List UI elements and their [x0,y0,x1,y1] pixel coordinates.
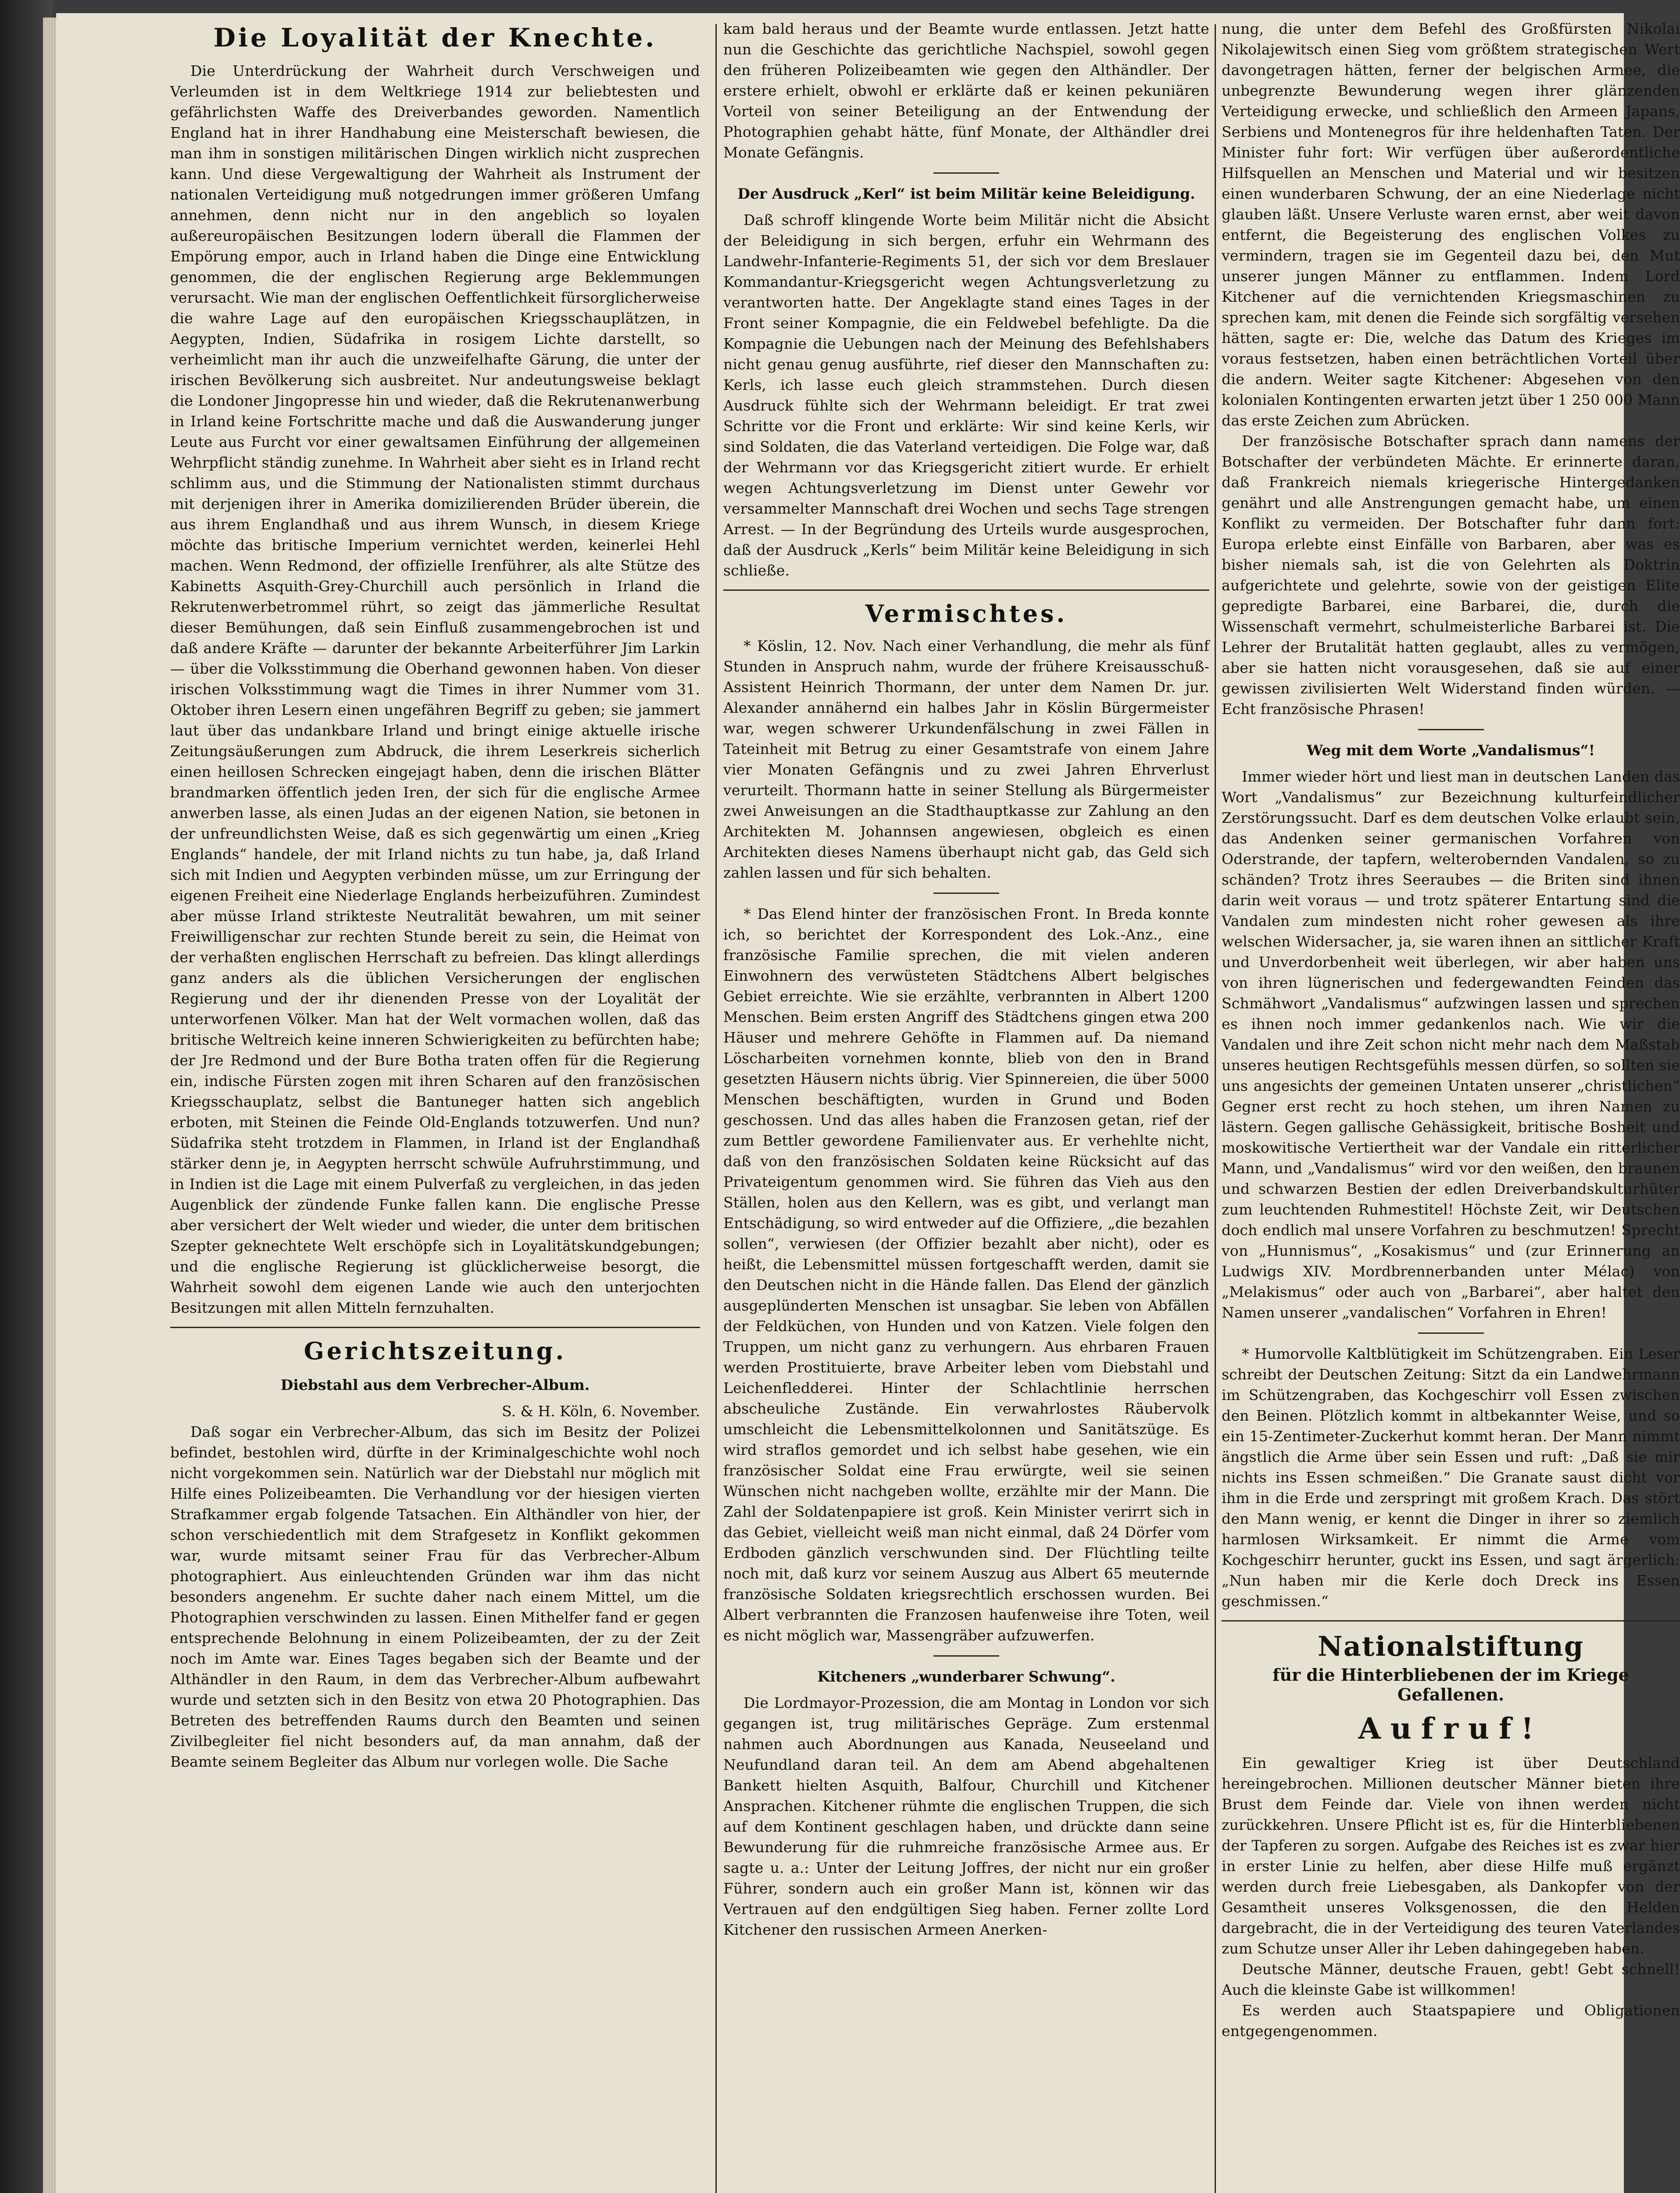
aufruf-body: Ein gewaltiger Krieg ist über Deutschland hereingebrochen. Millionen deutscher Männer bieten ihre Brust dem Feinde dar. Viele von ihnen werden nicht zurückkehren. Unsere Pflicht ist es, für die Hinterbliebenen der Tapferen zu sorgen. Aufgabe des Reiches ist es zwar hier in erster Linie zu helfen, aber diese Hilfe muß ergänzt werden durch freie Liebesgaben, als Dankopfer von der Gesamtheit unseres Volksgenossen, die den Helden dargebracht, die in der Verteidigung des teuren Vaterlandes zum Schutze unser Aller ihr Leben dahingegeben haben. [1222,1754,1680,1957]
divider [170,1327,700,1328]
short-divider [933,893,999,894]
article-kaltbluetigkeit: * Humorvolle Kaltblütigkeit im Schützengraben. Ein Leser schreibt der Deutschen Zeitung: Sitzt da ein Landwehrmann im Schützengraben, das Kochgeschirr voll Essen zwischen den Beinen. Plötzlich kommt in altbekannter Weise, und so ein 15-Zentimeter-Zuckerhut kommt heran. Der Mann nimmt ängstlich die Arme über sein Essen und ruft: „Daß sie mir nichts ins Essen schmeißen.“ Die Granate saust dicht vor ihm in die Erde und zerspringt mit großem Krach. Das stört den Mann wenig, er kennt die Dinger in ihrer so ziemlich harmlosen Wirksamkeit. Er nimmt die Arme vom Kochgeschirr herunter, guckt ins Essen, und sagt ärgerlich: „Nun haben mir die Kerle doch Dreck ins Essen geschmissen.“ [1222,1345,1680,1610]
subheadline-kitchener: Kitcheners „wunderbarer Schwung“. [817,1668,1115,1685]
column-rule-1 [715,24,717,2193]
headline-loyalitaet: Die Loyalität der Knechte. [213,23,657,53]
column-3 [1222,18,1680,2193]
column-1 [170,18,700,2193]
article-kitchener-body: Die Lordmayor-Prozession, die am Montag in London vor sich gegangen ist, trug militärisches Gepräge. Zum erstenmal nahmen auch Abordnungen aus Kanada, Neuseeland und Neufundland daran teil. An dem am Abend abgehaltenen Bankett hielten Asquith, Balfour, Churchill und Kitchener Ansprachen. Kitchener rühmte die englischen Truppen, die sich auf dem Kontinent geschlagen haben, und drückte dann seine Bewunderung für die ruhmreiche französische Armee aus. Er sagte u. a.: Unter der Leitung Joffres, der nicht nur ein großer Führer, sondern auch ein großer Mann ist, können wir das Vertrauen auf den endgültigen Sieg haben. Ferner zollte Lord Kitchener den russischen Armeen Anerken- [723,1694,1209,1938]
nationalstiftung-title: Nationalstiftung [1317,1630,1584,1662]
article-diebstahl-continued: kam bald heraus und der Beamte wurde entlassen. Jetzt hatte nun die Geschichte das gerichtliche Nachspiel, sowohl gegen den früheren Polizeibeamten wie gegen den Althändler. Der erstere erhielt, obwohl er erklärte daß er keinen pekuniären Vorteil von seiner Beteiligung an der Entwendung der Photographien gehabt hätte, fünf Monate, der Althändler drei Monate Gefängnis. [723,20,1209,161]
divider [1222,1620,1680,1622]
column-rule-2 [1215,24,1216,2193]
section-gerichtszeitung: Gerichtszeitung. [304,1337,567,1365]
short-divider [1418,729,1484,730]
newspaper-page [56,13,1680,2193]
subheadline-vandalismus: Weg mit dem Worte „Vandalismus“! [1306,742,1595,759]
article-diebstahl-body: Daß sogar ein Verbrecher-Album, das sich im Besitz der Polizei befindet, bestohlen wird, dürfte in der Kriminalgeschichte wohl noch nicht vorgekommen sein. Natürlich war der Diebstahl nur möglich mit Hilfe eines Polizeibeamten. Die Verhandlung vor der hiesigen vierten Strafkammer ergab folgende Tatsachen. Ein Althändler von hier, der schon verschiedentlich mit dem Strafgesetz in Konflikt gekommen war, wurde mitsamt seiner Frau für das Verbrecher-Album photographiert. Aus einleuchtenden Gründen war ihm das nicht besonders angenehm. Er suchte daher nach einem Mittel, um die Photographien verschwinden zu lassen. Einen Mithelfer fand er gegen entsprechende Belohnung in einem Polizeibeamten, der zu der Zeit noch im Amte war. Eines Tages begaben sich der Beamte und der Althändler in den Raum, in dem das Verbrecher-Album aufbewahrt wurde und setzten sich in den Besitz von etwa 20 Photographien. Das Betreten des betreffenden Raums durch den Beamten und seinen Zivilbegleiter fiel nicht besonders auf, da man annahm, daß der Beamte seinem Begleiter das Album nur vorlegen wolle. Die Sache [170,1423,700,1770]
article-koeslin: * Köslin, 12. Nov. Nach einer Verhandlung, die mehr als fünf Stunden in Anspruch nahm, wurde der frühere Kreisausschuß-Assistent Heinrich Thormann, der unter dem Namen Dr. jur. Alexander annähernd ein halbes Jahr in Köslin Bürgermeister war, wegen schwerer Urkundenfälschung in zwei Fällen in Tateinheit mit Betrug zu einer Gesamtstrafe von einem Jahre vier Monaten Gefängnis und zu zwei Jahren Ehrverlust verurteilt. Thormann hatte in seiner Stellung als Bürgermeister zwei Anweisungen an die Stadthauptkasse zur Zahlung an den Architekten M. Johannsen angewiesen, obgleich es einen Architekten dieses Namens überhaupt nicht gab, das Geld sich zahlen lassen und für sich behalten. [723,637,1209,881]
subheadline-diebstahl: Diebstahl aus dem Verbrecher-Album. [280,1376,590,1393]
short-divider [1418,1332,1484,1334]
subheadline-kerl: Der Ausdruck „Kerl“ ist beim Militär keine Beleidigung. [737,185,1195,202]
article-kerl-body: Daß schroff klingende Worte beim Militär nicht die Absicht der Beleidigung in sich bergen, erfuhr ein Wehrmann des Landwehr-Infanterie-Regiments 51, der sich vor dem Breslauer Kommandantur-Kriegsgericht wegen Achtungsverletzung zu verantworten hatte. Der Angeklagte stand eines Tages in der Front seiner Kompagnie, die ein Feldwebel befehligte. Da die Kompagnie die Uebungen nach der Meinung des Befehlshabers nicht genau genug ausführte, rief dieser den Mannschaften zu: Kerls, ich lasse euch gleich strammstehen. Durch diesen Ausdruck fühlte sich der Wehrmann beleidigt. Er trat zwei Schritte vor die Front und erklärte: Wir sind keine Kerls, wir sind Soldaten, die das Vaterland verteidigen. Die Folge war, daß der Wehrmann vor das Kriegsgericht zitiert wurde. Er erhielt wegen Achtungsverletzung im Dienst unter Gewehr vor versammelter Mannschaft drei Wochen und sechs Tage strengen Arrest. — In der Begründung des Urteils wurde ausgesprochen, daß der Ausdruck „Kerls“ beim Militär keine Beleidigung in sich schließe. [723,211,1209,579]
article-botschafter: Der französische Botschafter sprach dann namens der Botschafter der verbündeten Mächte. Er erinnerte daran, daß Frankreich niemals kriegerische Hintergedanken genährt und alle Anstrengungen gemacht habe, um einen Konflikt zu vermeiden. Der Botschafter fuhr dann fort: Europa erlebte einst Einfälle von Barbaren, aber was es bisher niemals sah, ist die von Gelehrten als Doktrin aufgerichtete und gelehrte, sowie von der geistigen Elite gepredigte Barbarei, eine Barbarei, die, durch die Wissenschaft vermehrt, schulmeisterliche Barbarei ist. Die Lehrer der Brutalität hatten geglaubt, alles zu vermögen, aber sie hatten nicht vorausgesehen, daß sie auf einer gewissen zivilisierten Welt Widerstand finden würden. — Echt französische Phrasen! [1222,432,1680,718]
aufruf-heading: Aufruf! [1358,1711,1544,1746]
short-divider [933,172,999,174]
dateline-koeln: S. & H. Köln, 6. November. [502,1403,700,1420]
divider [723,589,1209,591]
short-divider [933,1655,999,1657]
nationalstiftung-subtitle: für die Hinterbliebenen der im Kriege Gefallenen. [1273,1665,1629,1704]
article-elend-front: * Das Elend hinter der französischen Front. In Breda konnte ich, so berichtet der Korrespondent des Lok.-Anz., eine französische Familie sprechen, die mit vielen anderen Einwohnern des verwüsteten Städtchens Albert belgisches Gebiet erreichte. Wie sie erzählte, verbrannten in Albert 1200 Menschen. Beim ersten Angriff des Städtchens gingen etwa 200 Häuser und mehrere Gehöfte in Flammen auf. Da niemand Löscharbeiten vornehmen konnte, blieb von den in Brand gesetzten Häusern nichts übrig. Vier Spinnereien, die über 5000 Menschen beschäftigten, wurden in Grund und Boden geschossen. Und das alles haben die Franzosen getan, rief der zum Bettler gewordene Familienvater aus. Er verhehlte nicht, daß von den französischen Soldaten keine Rücksicht auf das Privateigentum genommen wird. Sie führen das Vieh aus den Ställen, holen aus den Kellern, was es gibt, und verlangt man Entschädigung, so wird entweder auf die Offiziere, „die bezahlen sollen“, verwiesen (der Offizier bezahlt aber nicht), oder es heißt, die Lebensmittel müssen fortgeschafft werden, damit sie den Deutschen nicht in die Hände fallen. Das Elend der gänzlich ausgeplünderten Menschen ist unsagbar. Sie leben von Abfällen der Feldküchen, von Hunden und von Katzen. Viele folgen den Truppen, um nicht ganz zu verhungern. Aus ehrbaren Frauen werden Prostituierte, brave Arbeiter leben vom Diebstahl und Leichenfledderei. Hinter der Schlachtlinie herrschen abscheuliche Zustände. Ein verwahrlostes Räubervolk umschleicht die Lebensmittelkolonnen und Sanitätszüge. Es wird straflos gemordet und ich selbst habe gesehen, wie ein französischer Soldat eine Frau erwürgte, weil sie seinen Wünschen nicht nachgeben wollte, erzählte mir der Mann. Die Zahl der Soldatenpapiere ist groß. Kein Minister verirrt sich in das Gebiet, vielleicht weiß man nicht einmal, daß 24 Dörfer vom Erdboden gänzlich verschwunden sind. Der Flüchtling teilte noch mit, daß kurz vor seinem Auszug aus Albert 65 meuternde französische Soldaten kriegsrechtlich erschossen wurden. Bei Albert verbrannten die Franzosen haufenweise ihre Toten, weil es nicht möglich war, Massengräber aufzuwerfen. [723,905,1209,1644]
section-vermischtes: Vermischtes. [865,600,1068,628]
article-kitchener-continued: nung, die unter dem Befehl des Großfürsten Nikolai Nikolajewitsch einen Sieg vom größtem strategischen Wert davongetragen hätten, ferner der belgischen Armee, die unbegrenzte Bewunderung wegen ihrer glänzenden Verteidigung erwecke, und schließlich den Armeen Japans, Serbiens und Montenegros für ihre heldenhaften Taten. Der Minister fuhr fort: Wir verfügen über außerordentliche Hilfsquellen an Menschen und Material und wir besitzen einen wunderbaren Schwung, der an eine Niederlage nicht glauben läßt. Unsere Verluste waren ernst, aber weit davon entfernt, die Begeisterung des englischen Volkes zu vermindern, tragen sie im Gegenteil dazu bei, den Mut unserer jungen Männer zu entflammen. Indem Lord Kitchener auf die vernichtenden Kriegsmaschinen zu sprechen kam, mit denen die Feinde sich sorgfältig versehen hätten, sagte er: Die, welche das Datum des Krieges im voraus festsetzen, haben einen beträchtlichen Vorteil über die andern. Weiter sagte Kitchener: Abgesehen von den kolonialen Kontingenten erwarten jetzt über 1 250 000 Mann das erste Zeichen zum Abrücken. [1222,20,1680,429]
column-2 [723,18,1209,2193]
aufruf-note: Es werden auch Staatspapiere und Obligationen entgegengenommen. [1222,2002,1680,2039]
article-vandalismus-body: Immer wieder hört und liest man in deutschen Landen das Wort „Vandalismus“ zur Bezeichnung kulturfeindlicher Zerstörungssucht. Darf es dem deutschen Volke erlaubt sein, das Andenken seiner germanischen Vorfahren von Oderstrande, der tapfern, welterobernden Vandalen, so zu schänden? Trotz ihres Seeraubes — die Briten sind ihnen darin weit voraus — und trotz späterer Entartung sind die Vandalen zum mindesten nicht roher gewesen als ihre welschen Widersacher, ja, sie waren ihnen an sittlicher Kraft und Unverdorbenheit weit überlegen, wir aber haben uns von ihren lügnerischen und federgewandten Feinden das Schmähwort „Vandalismus“ aufzwingen lassen und sprechen es ihnen noch immer gedankenlos nach. Wie wir die Vandalen und ihre Zeit schon nicht mehr nach dem Maßstab unseres heutigen Rechtsgefühls messen dürfen, so sollten sie uns angesichts der gemeinen Untaten unserer „christlichen“ Gegner erst recht zu hoch stehen, um ihren Namen zu lästern. Gegen gallische Gehässigkeit, britische Bosheit und moskowitische Vertiertheit war der Vandale ein ritterlicher Mann, und „Vandalismus“ wird vor den weißen, den braunen und schwarzen Bestien der edlen Dreiverbandskulturhüter zum leuchtenden Ruhmestitel! Höchste Zeit, wir Deutschen doch endlich mal unsere Vorfahren zu beschmutzen! Sprecht von „Hunnismus“, „Kosakismus“ und (zur Erinnerung an Ludwigs XIV. Mordbrennerbanden unter Mélac) von „Melakismus“ oder auch von „Barbarei“, aber haltet den Namen unserer „vandalischen“ Vorfahren in Ehren! [1222,768,1680,1321]
aufruf-appeal: Deutsche Männer, deutsche Frauen, gebt! Gebt schnell! Auch die kleinste Gabe ist willkommen! [1222,1961,1680,1998]
article-loyalitaet-body: Die Unterdrückung der Wahrheit durch Verschweigen und Verleumden ist in dem Weltkriege 1914 zur beliebtesten und gefährlichsten Waffe des Dreiverbandes geworden. Namentlich England hat in ihrer Handhabung eine Meisterschaft bewiesen, die man ihm in sonstigen militärischen Dingen wirklich nicht zusprechen kann. Und diese Vergewaltigung der Wahrheit als Instrument der nationalen Verteidigung muß notgedrungen immer größeren Umfang annehmen, denn nicht nur in den angeblich so loyalen außereuropäischen Besitzungen lodern überall die Flammen der Empörung empor, auch in Irland haben die Dinge eine Entwicklung genommen, die der englischen Regierung arge Beklemmungen verursacht. Wie man der englischen Oeffentlichkeit fürsorglicherweise die wahre Lage auf den europäischen Kriegsschauplätzen, in Aegypten, Indien, Südafrika in rosigem Lichte darstellt, so verheimlicht man ihr auch die unzweifelhafte Gärung, die unter der irischen Bevölkerung sich ausbreitet. Nur andeutungsweise beklagt die Londoner Jingopresse hin und wieder, daß die Rekrutenanwerbung in Irland keine Fortschritte mache und daß die Auswanderung junger Leute aus Furcht vor einer gewaltsamen Einführung der allgemeinen Wehrpflicht ständig zunehme. In Wahrheit aber sieht es in Irland recht schlimm aus, und die Stimmung der Nationalisten stimmt durchaus mit derjenigen ihrer in Amerika domizilierenden Brüder überein, die aus ihrem Englandhaß und aus ihrem Wunsch, in diesem Kriege möchte das britische Imperium vernichtet werden, keinerlei Hehl machen. Wenn Redmond, der offizielle Irenführer, als alte Stütze des Kabinetts Asquith-Grey-Churchill auch persönlich in Irland die Rekrutenwerbetrommel rührt, so zeigt das jämmerliche Resultat dieser Bemühungen, daß sein Einfluß zusammengebrochen ist und daß andere Kräfte — darunter der bekannte Arbeiterführer Jim Larkin — über die Volksstimmung die Oberhand gewonnen haben. Von dieser irischen Volksstimmung wagt die Times in ihrer Nummer vom 31. Oktober ihren Lesern einen ungefähren Begriff zu geben; sie jammert laut über das undankbare Irland und bringt einige aktuelle irische Zeitungsäußerungen zum Abdruck, die ihrem Leserkreis sicherlich einen heillosen Schrecken eingejagt haben, denn die irischen Blätter brandmarken öffentlich jeden Iren, der sich für die englische Armee anwerben lasse, als einen Judas an der eigenen Nation, sie betonen in der unfreundlichsten Weise, daß es sich gegenwärtig um einen „Krieg Englands“ handele, der mit Irland nichts zu tun habe, ja, daß Irland sich mit Indien und Aegypten verbinden müsse, um zur Erringung der eigenen Freiheit eine Niederlage Englands herbeizuführen. Zumindest aber müsse Irland strikteste Neutralität bewahren, um mit seiner Freiwilligenschar zur rechten Stunde bereit zu sein, die Heimat von der verhaßten englischen Herrschaft zu befreien. Das klingt allerdings ganz anders als die üblichen Versicherungen der englischen Regierung und der ihr dienenden Presse von der Loyalität der unterworfenen Völker. Man hat der Welt vormachen wollen, daß das britische Weltreich keine inneren Schwierigkeiten zu befürchten habe; der Jre Redmond und der Bure Botha traten offen für die Regierung ein, indische Fürsten zogen mit ihren Scharen auf den französischen Kriegsschauplatz, selbst die Bantuneger hatten sich angeblich erboten, mit Steinen die Feinde Old-Englands totzuwerfen. Und nun? Südafrika steht trotzdem in Flammen, in Irland ist der Englandhaß stärker denn je, in Aegypten herrscht schwüle Aufruhrstimmung, und in Indien ist die Lage mit einem Pulverfaß zu vergleichen, in das jeden Augenblick der zündende Funke fallen kann. Die englische Presse aber versichert der Welt wieder und wieder, die unter dem britischen Szepter geknechtete Welt erschöpfe sich in Loyalitätskundgebungen; und die englische Regierung ist glücklicherweise besorgt, die Wahrheit sowohl dem eigenen Lande wie auch den unterjochten Besitzungen mit allen Mitteln fernzuhalten. [170,62,700,1316]
